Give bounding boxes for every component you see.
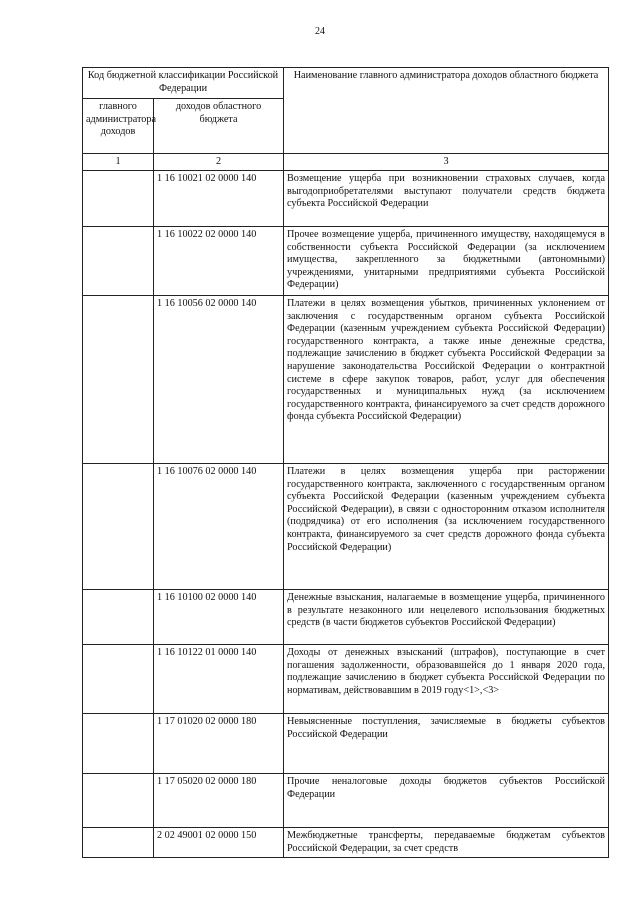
revenue-name-cell: Возмещение ущерба при возникновении страховых случаев, когда выгодоприобретателями выступают получатели средств бюджета субъекта Российской Федерации — [284, 171, 609, 227]
table-row — [83, 171, 609, 227]
column-number-2: 2 — [154, 154, 284, 171]
revenue-code-cell: 1 16 10100 02 0000 140 — [154, 590, 284, 645]
revenue-name-cell: Невыясненные поступления, зачисляемые в бюджеты субъектов Российской Федерации — [284, 714, 609, 774]
admin-code-cell — [83, 714, 154, 774]
header-admin-code: главного администратора доходов — [83, 99, 154, 154]
revenue-name-cell: Платежи в целях возмещения убытков, причиненных уклонением от заключения с государственным органом субъекта Российской Федерации (казенным учреждением субъекта Российской Федерации) государственного контракта, а также иные денежные средства, подлежащие зачислению в бюджет субъекта Российской Федерации за нарушение законодательства Российской Федерации о контрактной системе в сфере закупок товаров, работ, услуг для обеспечения государственных и муниципальных нужд (за исключением государственного контракта, финансируемого за счет средств дорожного фонда субъекта Российской Федерации) — [284, 296, 609, 464]
column-number-3: 3 — [284, 154, 609, 171]
table-row — [83, 227, 609, 296]
admin-code-cell — [83, 828, 154, 858]
header-revenue-code: доходов областного бюджета — [154, 99, 284, 154]
table-row — [83, 590, 609, 645]
table-row — [83, 645, 609, 714]
revenue-code-cell: 1 16 10076 02 0000 140 — [154, 464, 284, 590]
header-classification-code: Код бюджетной классификации Российской Федерации — [83, 68, 284, 99]
revenue-code-cell: 1 16 10122 01 0000 140 — [154, 645, 284, 714]
budget-classification-table — [82, 67, 609, 858]
admin-code-cell — [83, 227, 154, 296]
revenue-name-cell: Платежи в целях возмещения ущерба при расторжении государственного контракта, заключенного с государственным органом субъекта Российской Федерации (казенным учреждением субъекта Российской Федерации), в связи с односторонним отказом исполнителя (подрядчика) от его исполнения (за исключением государственного контракта, финансируемого за счет средств дорожного фонда субъекта Российской Федерации) — [284, 464, 609, 590]
admin-code-cell — [83, 296, 154, 464]
page-number: 24 — [315, 26, 325, 37]
admin-code-cell — [83, 171, 154, 227]
revenue-name-cell: Прочее возмещение ущерба, причиненного имуществу, находящемуся в собственности субъекта Российской Федерации (за исключением имущества, закрепленного за бюджетными (автономными) учреждениями, унитарными предприятиями субъекта Российской Федерации) — [284, 227, 609, 296]
revenue-code-cell: 1 16 10056 02 0000 140 — [154, 296, 284, 464]
admin-code-cell — [83, 774, 154, 828]
revenue-code-cell: 1 17 01020 02 0000 180 — [154, 714, 284, 774]
admin-code-cell — [83, 645, 154, 714]
revenue-code-cell: 2 02 49001 02 0000 150 — [154, 828, 284, 858]
header-name: Наименование главного администратора доходов областного бюджета — [284, 68, 609, 154]
table-row — [83, 464, 609, 590]
revenue-name-cell: Доходы от денежных взысканий (штрафов), поступающие в счет погашения задолженности, образовавшейся до 1 января 2020 года, подлежащие зачислению в бюджет субъекта Российской Федерации по нормативам, действовавшим в 2019 году<1>,<3> — [284, 645, 609, 714]
admin-code-cell — [83, 590, 154, 645]
revenue-code-cell: 1 17 05020 02 0000 180 — [154, 774, 284, 828]
table-row — [83, 828, 609, 858]
revenue-name-cell: Межбюджетные трансферты, передаваемые бюджетам субъектов Российской Федерации, за счет средств — [284, 828, 609, 858]
column-number-1: 1 — [83, 154, 154, 171]
table-row — [83, 714, 609, 774]
admin-code-cell — [83, 464, 154, 590]
revenue-name-cell: Денежные взыскания, налагаемые в возмещение ущерба, причиненного в результате незаконного или нецелевого использования бюджетных средств (в части бюджетов субъектов Российской Федерации) — [284, 590, 609, 645]
table-row — [83, 774, 609, 828]
revenue-name-cell: Прочие неналоговые доходы бюджетов субъектов Российской Федерации — [284, 774, 609, 828]
table-row — [83, 296, 609, 464]
revenue-code-cell: 1 16 10021 02 0000 140 — [154, 171, 284, 227]
revenue-code-cell: 1 16 10022 02 0000 140 — [154, 227, 284, 296]
